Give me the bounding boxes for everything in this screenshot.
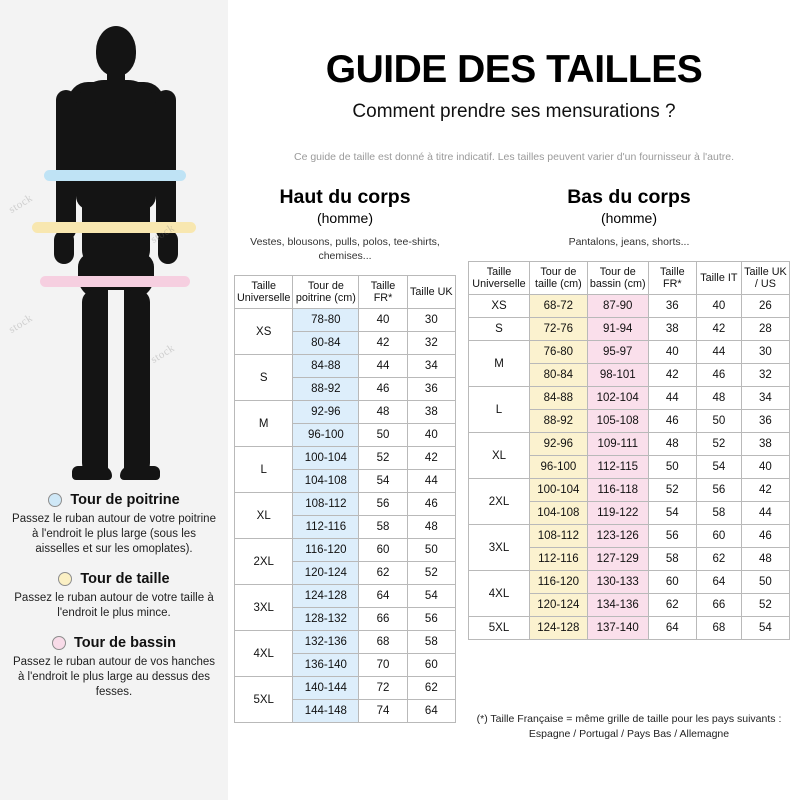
footnote-text: (*) Taille Française = même grille de taille pour les pays suivants : Espagne / Portugal / Pays Bas / Allemagne [476,713,782,740]
size-label-cell: 3XL [469,525,530,571]
table-row [469,479,790,502]
value-cell: 52 [741,594,789,617]
value-cell: 62 [407,677,455,700]
legend-head [10,492,218,508]
table-row [235,539,456,562]
value-cell: 68 [696,617,741,640]
value-cell: 100-104 [293,447,359,470]
size-label-cell: 4XL [235,631,293,677]
value-cell: 54 [359,470,407,493]
table-row [469,525,790,548]
value-cell: 96-100 [529,456,587,479]
circle-yellow-icon [58,572,72,586]
legend-title: Tour de poitrine [70,492,180,508]
value-cell: 84-88 [529,387,587,410]
value-cell: 34 [741,387,789,410]
value-cell: 50 [648,456,696,479]
page-subtitle: Comment prendre ses mensurations ? [352,101,676,122]
value-cell: 104-108 [529,502,587,525]
value-cell: 72-76 [529,318,587,341]
table-row [469,341,790,364]
value-cell: 54 [741,617,789,640]
legend-head [10,635,218,651]
value-cell: 26 [741,295,789,318]
size-label-cell: M [469,341,530,387]
table-row [469,318,790,341]
value-cell: 116-120 [529,571,587,594]
table-row [469,295,790,318]
value-cell: 48 [648,433,696,456]
value-cell: 58 [407,631,455,654]
table-head [235,276,456,309]
legend-item-hip [0,635,228,700]
size-label-cell: XS [469,295,530,318]
value-cell: 38 [741,433,789,456]
circle-blue-icon [48,493,62,507]
value-cell: 56 [696,479,741,502]
value-cell: 52 [407,562,455,585]
hip-measure-band [40,276,190,287]
column-header: Tour de poitrine (cm) [293,276,359,309]
table-row [235,585,456,608]
table-row [469,433,790,456]
value-cell: 124-128 [293,585,359,608]
value-cell: 112-115 [587,456,648,479]
value-cell: 80-84 [529,364,587,387]
watermark-text: stock [148,222,177,246]
value-cell: 32 [741,364,789,387]
value-cell: 137-140 [587,617,648,640]
value-cell: 64 [648,617,696,640]
table-row [235,447,456,470]
value-cell: 54 [407,585,455,608]
value-cell: 42 [696,318,741,341]
value-cell: 48 [407,516,455,539]
value-cell: 119-122 [587,502,648,525]
section-title: Haut du corps [279,186,411,208]
table-row [235,493,456,516]
right-hand-shape [158,230,178,264]
legend-title: Tour de taille [80,571,170,587]
value-cell: 95-97 [587,341,648,364]
value-cell: 64 [696,571,741,594]
size-label-cell: M [235,401,293,447]
value-cell: 98-101 [587,364,648,387]
left-leg-shape [82,290,110,475]
table-row [235,631,456,654]
size-label-cell: L [469,387,530,433]
value-cell: 123-126 [587,525,648,548]
value-cell: 68 [359,631,407,654]
measurement-legend [0,492,228,714]
value-cell: 30 [407,309,455,332]
value-cell: 130-133 [587,571,648,594]
value-cell: 32 [407,332,455,355]
value-cell: 40 [696,295,741,318]
size-label-cell: XL [469,433,530,479]
value-cell: 50 [407,539,455,562]
legend-description: Passez le ruban autour de votre poitrine à l'endroit le plus large (sous les aisselles et sur les omoplates). [12,513,216,555]
left-hand-shape [54,230,74,264]
value-cell: 144-148 [293,700,359,723]
legend-description: Passez le ruban autour de votre taille à l'endroit le plus mince. [14,592,214,619]
value-cell: 42 [407,447,455,470]
legend-description: Passez le ruban autour de vos hanches à l'endroit le plus large au dessus des fesses. [12,656,216,698]
column-header: Taille UK [407,276,455,309]
upper-body-size-table [234,275,456,723]
right-leg-shape [122,290,150,475]
table-row [469,387,790,410]
value-cell: 46 [741,525,789,548]
table-row [469,617,790,640]
right-foot-shape [120,466,160,480]
size-label-cell: 4XL [469,571,530,617]
legend-title: Tour de bassin [73,635,177,651]
value-cell: 60 [407,654,455,677]
size-label-cell: 2XL [235,539,293,585]
value-cell: 50 [359,424,407,447]
column-header: Tour de bassin (cm) [587,262,648,295]
value-cell: 36 [407,378,455,401]
value-cell: 42 [741,479,789,502]
value-cell: 70 [359,654,407,677]
table-header-row [235,276,456,309]
value-cell: 38 [648,318,696,341]
value-cell: 87-90 [587,295,648,318]
watermark-text: stock [6,312,35,336]
value-cell: 116-120 [293,539,359,562]
size-label-cell: XL [235,493,293,539]
table-row [235,309,456,332]
size-label-cell: 3XL [235,585,293,631]
body-silhouette [0,18,228,508]
value-cell: 120-124 [293,562,359,585]
watermark-text: stock [6,192,35,216]
value-cell: 140-144 [293,677,359,700]
value-cell: 44 [648,387,696,410]
value-cell: 52 [359,447,407,470]
upper-body-section [234,186,456,723]
value-cell: 92-96 [529,433,587,456]
value-cell: 40 [741,456,789,479]
value-cell: 74 [359,700,407,723]
value-cell: 60 [648,571,696,594]
size-label-cell: S [235,355,293,401]
value-cell: 127-129 [587,548,648,571]
lower-body-section [468,186,790,640]
value-cell: 56 [407,608,455,631]
table-body [235,309,456,723]
male-figure [0,18,228,488]
value-cell: 56 [359,493,407,516]
value-cell: 58 [648,548,696,571]
value-cell: 44 [407,470,455,493]
table-row [235,355,456,378]
value-cell: 36 [741,410,789,433]
chest-measure-band [44,170,186,181]
left-foot-shape [72,466,112,480]
value-cell: 84-88 [293,355,359,378]
value-cell: 91-94 [587,318,648,341]
column-header: Taille Universelle [235,276,293,309]
column-header: Taille UK / US [741,262,789,295]
value-cell: 46 [407,493,455,516]
value-cell: 58 [696,502,741,525]
value-cell: 54 [696,456,741,479]
value-cell: 50 [741,571,789,594]
value-cell: 102-104 [587,387,648,410]
right-arm-shape [156,90,176,240]
value-cell: 120-124 [529,594,587,617]
circle-pink-icon [52,636,66,650]
value-cell: 40 [407,424,455,447]
section-note: Vestes, blousons, pulls, polos, tee-shirts, chemises... [250,236,440,262]
value-cell: 60 [359,539,407,562]
table-row [235,677,456,700]
column-header: Taille Universelle [469,262,530,295]
size-label-cell: 5XL [235,677,293,723]
value-cell: 124-128 [529,617,587,640]
section-header [468,186,790,249]
column-header: Tour de taille (cm) [529,262,587,295]
value-cell: 105-108 [587,410,648,433]
value-cell: 60 [696,525,741,548]
value-cell: 112-116 [293,516,359,539]
value-cell: 28 [741,318,789,341]
waist-measure-band [32,222,196,233]
value-cell: 109-111 [587,433,648,456]
value-cell: 64 [359,585,407,608]
size-label-cell: 5XL [469,617,530,640]
value-cell: 44 [359,355,407,378]
value-cell: 134-136 [587,594,648,617]
value-cell: 92-96 [293,401,359,424]
value-cell: 54 [648,502,696,525]
value-cell: 76-80 [529,341,587,364]
disclaimer-text: Ce guide de taille est donné à titre indicatif. Les tailles peuvent varier d'un fournisseur à l'autre. [293,151,734,163]
value-cell: 66 [359,608,407,631]
column-header: Taille IT [696,262,741,295]
value-cell: 36 [648,295,696,318]
value-cell: 46 [359,378,407,401]
value-cell: 56 [648,525,696,548]
column-header: Taille FR* [359,276,407,309]
column-header: Taille FR* [648,262,696,295]
value-cell: 78-80 [293,309,359,332]
value-cell: 62 [359,562,407,585]
section-subtitle: (homme) [316,210,373,226]
value-cell: 80-84 [293,332,359,355]
value-cell: 44 [696,341,741,364]
value-cell: 52 [648,479,696,502]
value-cell: 40 [359,309,407,332]
value-cell: 108-112 [293,493,359,516]
watermark-text: stock [148,342,177,366]
value-cell: 72 [359,677,407,700]
value-cell: 62 [696,548,741,571]
value-cell: 88-92 [529,410,587,433]
size-label-cell: XS [235,309,293,355]
value-cell: 46 [648,410,696,433]
value-cell: 100-104 [529,479,587,502]
value-cell: 42 [648,364,696,387]
legend-item-chest [0,492,228,557]
page-title: GUIDE DES TAILLES [325,48,703,91]
legend-head [10,571,218,587]
value-cell: 116-118 [587,479,648,502]
value-cell: 48 [741,548,789,571]
size-label-cell: S [469,318,530,341]
value-cell: 30 [741,341,789,364]
section-title: Bas du corps [567,186,691,208]
value-cell: 50 [696,410,741,433]
head-shape [96,26,136,76]
lower-body-size-table [468,261,790,640]
value-cell: 68-72 [529,295,587,318]
value-cell: 40 [648,341,696,364]
value-cell: 112-116 [529,548,587,571]
section-header [234,186,456,263]
value-cell: 58 [359,516,407,539]
value-cell: 52 [696,433,741,456]
size-label-cell: 2XL [469,479,530,525]
left-arm-shape [56,90,76,240]
value-cell: 88-92 [293,378,359,401]
torso-shape [76,80,156,210]
value-cell: 64 [407,700,455,723]
value-cell: 34 [407,355,455,378]
value-cell: 136-140 [293,654,359,677]
silhouette-panel [0,0,228,800]
section-subtitle: (homme) [600,210,657,226]
table-body [469,295,790,640]
section-note: Pantalons, jeans, shorts... [568,236,690,248]
value-cell: 44 [741,502,789,525]
header [228,0,800,163]
value-cell: 128-132 [293,608,359,631]
value-cell: 48 [696,387,741,410]
value-cell: 46 [696,364,741,387]
value-cell: 96-100 [293,424,359,447]
value-cell: 62 [648,594,696,617]
value-cell: 38 [407,401,455,424]
size-label-cell: L [235,447,293,493]
table-row [235,401,456,424]
value-cell: 104-108 [293,470,359,493]
table-head [469,262,790,295]
value-cell: 132-136 [293,631,359,654]
table-header-row [469,262,790,295]
legend-item-waist [0,571,228,621]
value-cell: 108-112 [529,525,587,548]
value-cell: 66 [696,594,741,617]
table-row [469,571,790,594]
value-cell: 48 [359,401,407,424]
legs-gap [108,290,124,480]
value-cell: 42 [359,332,407,355]
